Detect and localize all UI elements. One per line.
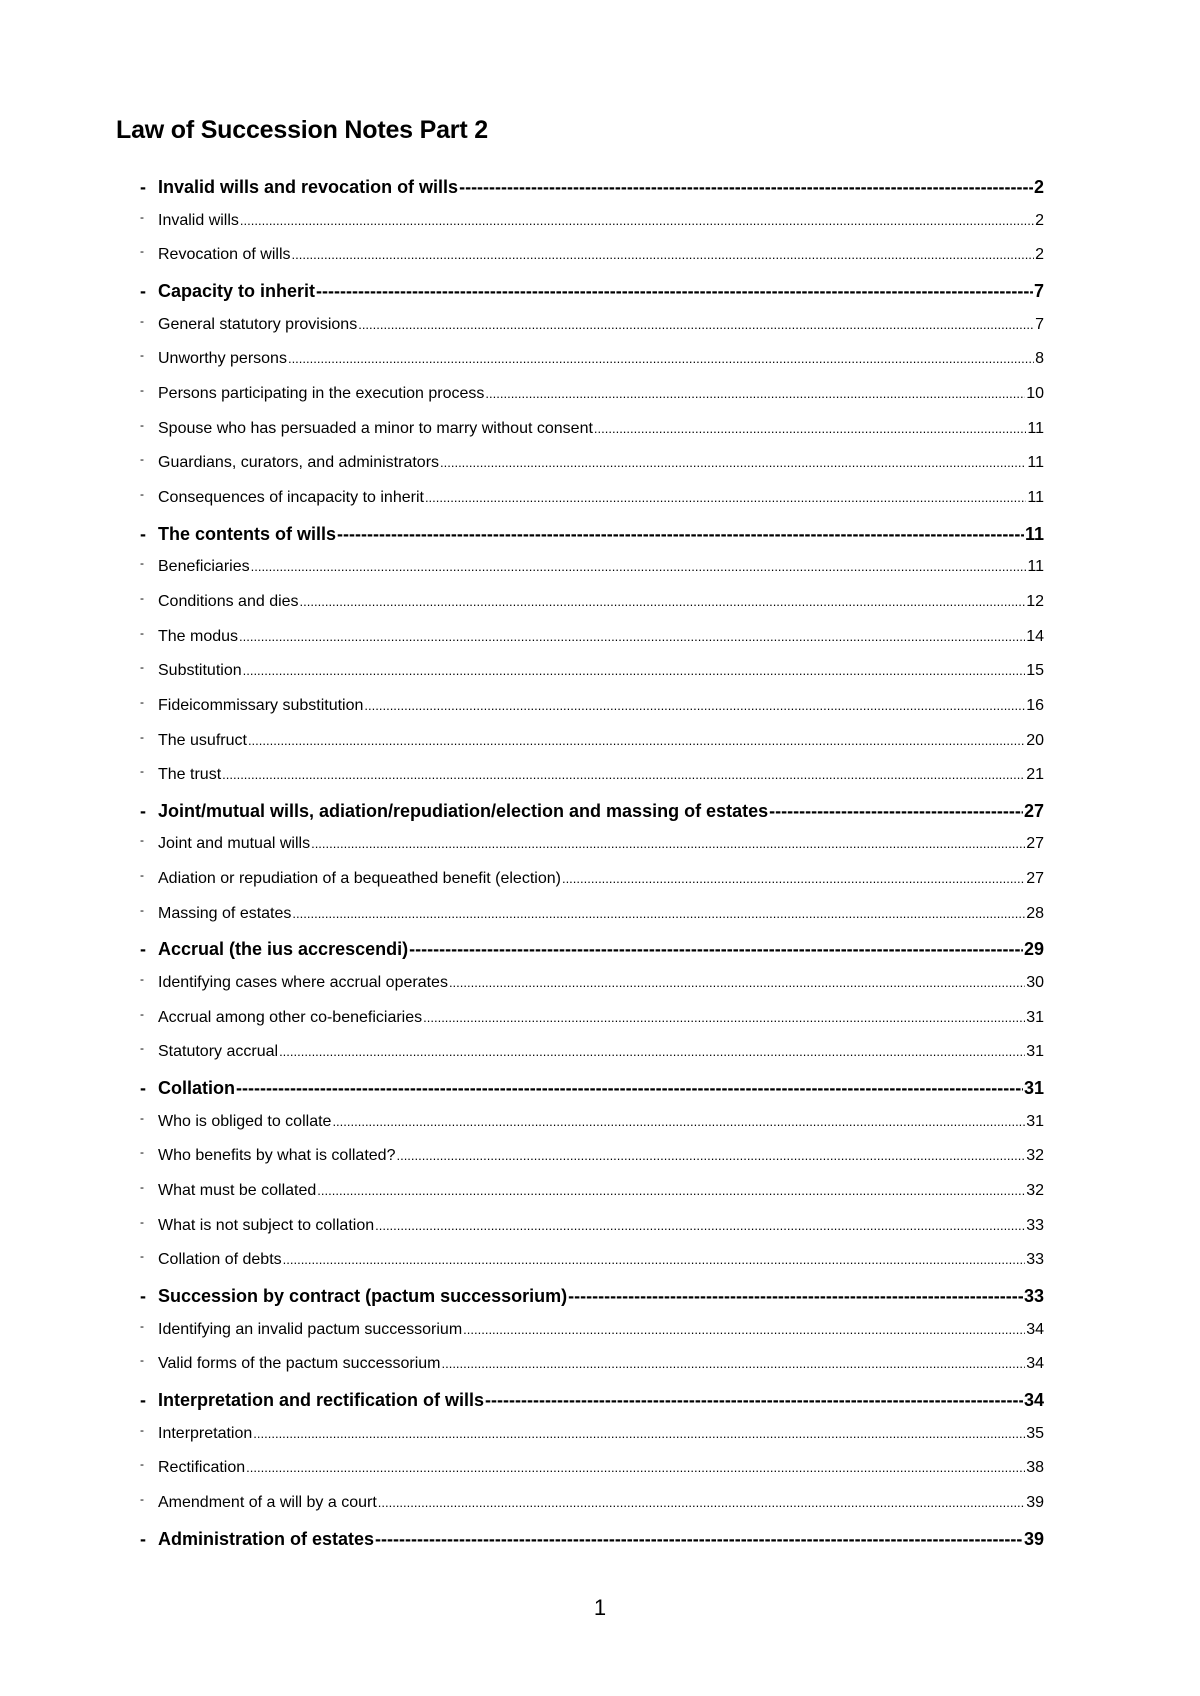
toc-subsection-link[interactable]	[140, 1494, 1044, 1529]
toc-leader	[239, 628, 1025, 646]
toc-subsection-link[interactable]	[140, 870, 1044, 905]
bullet-dash-icon: -	[140, 662, 144, 675]
toc-subsection-link[interactable]	[140, 1425, 1044, 1460]
toc-entry-label: Accrual (the ius accrescendi)	[158, 939, 409, 960]
toc-entry-page: 31	[1023, 1078, 1044, 1099]
toc-entry-page: 33	[1026, 1251, 1044, 1269]
bullet-dash-icon: -	[140, 1493, 144, 1506]
toc-subsection-link[interactable]	[140, 489, 1044, 524]
toc-entry-page: 32	[1026, 1147, 1044, 1165]
toc-leader	[292, 905, 1025, 923]
toc-leader	[463, 1321, 1025, 1339]
toc-entry-label: Who benefits by what is collated?	[158, 1147, 396, 1165]
toc-entry-label: Conditions and dies	[158, 592, 299, 610]
toc-subsection-link[interactable]	[140, 628, 1044, 663]
bullet-dash-icon: -	[140, 731, 144, 744]
toc-leader	[378, 1494, 1025, 1512]
toc-leader	[243, 662, 1026, 680]
toc-entry-page: 2	[1035, 211, 1044, 229]
toc-entry-label: Invalid wills and revocation of wills	[158, 177, 459, 197]
bullet-dash-icon: -	[140, 384, 144, 397]
toc-subsection-link[interactable]	[140, 558, 1044, 593]
bullet-dash-icon: -	[140, 904, 144, 917]
toc-leader	[375, 1217, 1025, 1235]
toc-entry-page: 16	[1026, 696, 1044, 714]
toc-subsection-link[interactable]	[140, 1147, 1044, 1182]
bullet-dash-icon: -	[140, 1216, 144, 1229]
toc-subsection-link[interactable]	[140, 905, 1044, 940]
toc-entry-label: Who is obliged to collate	[158, 1112, 332, 1130]
toc-subsection-link[interactable]	[140, 385, 1044, 420]
toc-entry-label: What must be collated	[158, 1182, 317, 1200]
toc-entry-label: Succession by contract (pactum successorium)	[158, 1286, 568, 1306]
bullet-dash-icon: -	[140, 419, 144, 432]
toc-entry-page: 34	[1023, 1389, 1044, 1410]
toc-entry-label: Statutory accrual	[158, 1043, 279, 1061]
toc-entry-page: 15	[1026, 662, 1044, 680]
toc-entry-label: The modus	[158, 627, 239, 645]
toc-entry-label: Substitution	[158, 662, 242, 680]
toc-leader	[423, 1009, 1025, 1027]
bullet-dash-icon: -	[140, 696, 144, 709]
toc-entry-page: 34	[1026, 1320, 1044, 1338]
toc-subsection-link[interactable]	[140, 316, 1044, 351]
toc-subsection-link[interactable]	[140, 1217, 1044, 1252]
toc-leader	[396, 1147, 1025, 1165]
toc-leader	[562, 870, 1025, 888]
toc-entry-label: Collation of debts	[158, 1251, 282, 1269]
toc-entry-label: Massing of estates	[158, 904, 292, 922]
toc-leader	[485, 1390, 1023, 1411]
toc-leader	[375, 1529, 1023, 1550]
toc-section-link[interactable]	[140, 1390, 1044, 1425]
toc-leader	[236, 1078, 1023, 1099]
bullet-dash-icon: -	[140, 246, 144, 259]
toc-leader	[248, 732, 1025, 750]
toc-section-link[interactable]	[140, 281, 1044, 316]
bullet-dash-icon: -	[140, 523, 146, 544]
bullet-dash-icon: -	[140, 766, 144, 779]
toc-entry-label: Joint and mutual wills	[158, 835, 311, 853]
toc-entry-page: 8	[1035, 350, 1044, 368]
toc-entry-page: 39	[1026, 1493, 1044, 1511]
toc-entry-label: Fideicommissary substitution	[158, 696, 364, 714]
toc-subsection-link[interactable]	[140, 732, 1044, 767]
toc-leader	[311, 835, 1025, 853]
toc-leader	[279, 1043, 1025, 1061]
page-number: 1	[593, 1595, 607, 1620]
bullet-dash-icon: -	[140, 1528, 146, 1549]
toc-leader	[288, 350, 1034, 368]
toc-entry-page: 27	[1026, 835, 1044, 853]
bullet-dash-icon: -	[140, 1043, 144, 1056]
bullet-dash-icon: -	[140, 211, 144, 224]
toc-leader	[222, 766, 1025, 784]
toc-entry-label: Interpretation and rectification of wills	[158, 1389, 485, 1410]
bullet-dash-icon: -	[140, 1459, 144, 1472]
bullet-dash-icon: -	[140, 870, 144, 883]
bullet-dash-icon: -	[140, 177, 146, 197]
bullet-dash-icon: -	[140, 558, 144, 571]
toc-leader	[364, 697, 1025, 715]
table-of-contents	[140, 177, 1044, 1563]
toc-section-link[interactable]	[140, 1078, 1044, 1113]
page-title: Law of Succession Notes Part 2	[116, 116, 488, 144]
toc-entry-label: Amendment of a will by a court	[158, 1493, 377, 1511]
toc-entry-page: 33	[1023, 1286, 1044, 1306]
toc-entry-page: 11	[1027, 488, 1044, 506]
toc-entry-page: 11	[1027, 419, 1044, 437]
bullet-dash-icon: -	[140, 1182, 144, 1195]
toc-subsection-link[interactable]	[140, 662, 1044, 697]
toc-leader	[316, 281, 1033, 302]
toc-leader	[449, 974, 1025, 992]
bullet-dash-icon: -	[140, 592, 144, 605]
toc-subsection-link[interactable]	[140, 974, 1044, 1009]
toc-entry-label: Spouse who has persuaded a minor to marry without consent	[158, 419, 593, 437]
toc-entry-label: Guardians, curators, and administrators	[158, 454, 440, 472]
toc-entry-page: 39	[1023, 1528, 1044, 1549]
bullet-dash-icon: -	[140, 350, 144, 363]
toc-entry-page: 7	[1035, 315, 1044, 333]
toc-section-link[interactable]	[140, 801, 1044, 836]
bullet-dash-icon: -	[140, 488, 144, 501]
bullet-dash-icon: -	[140, 1147, 144, 1160]
toc-leader	[292, 246, 1035, 264]
toc-subsection-link[interactable]	[140, 1459, 1044, 1494]
toc-entry-label: Invalid wills	[158, 211, 239, 229]
bullet-dash-icon: -	[140, 1320, 144, 1333]
toc-leader	[409, 939, 1023, 960]
toc-subsection-link[interactable]	[140, 350, 1044, 385]
bullet-dash-icon: -	[140, 974, 144, 987]
toc-entry-label: The contents of wills	[158, 523, 337, 544]
toc-entry-page: 11	[1027, 454, 1044, 472]
bullet-dash-icon: -	[140, 1112, 144, 1125]
bullet-dash-icon: -	[140, 1078, 146, 1099]
toc-entry-label: Interpretation	[158, 1424, 253, 1442]
toc-entry-label: Identifying an invalid pactum successorium	[158, 1320, 463, 1338]
toc-entry-page: 2	[1033, 177, 1044, 197]
toc-subsection-link[interactable]	[140, 1251, 1044, 1286]
toc-leader	[769, 801, 1023, 822]
bullet-dash-icon: -	[140, 315, 144, 328]
toc-entry-page: 32	[1026, 1182, 1044, 1200]
toc-entry-page: 34	[1026, 1355, 1044, 1373]
toc-entry-label: Valid forms of the pactum successorium	[158, 1355, 441, 1373]
toc-leader	[240, 212, 1034, 230]
toc-subsection-link[interactable]	[140, 212, 1044, 247]
toc-entry-page: 11	[1024, 523, 1044, 544]
toc-leader	[283, 1251, 1026, 1269]
toc-entry-page: 2	[1035, 246, 1044, 264]
toc-entry-label: Collation	[158, 1078, 235, 1099]
bullet-dash-icon: -	[140, 835, 144, 848]
toc-subsection-link[interactable]	[140, 1321, 1044, 1356]
toc-entry-label: The usufruct	[158, 731, 247, 749]
bullet-dash-icon: -	[140, 1286, 146, 1306]
toc-entry-page: 21	[1026, 766, 1044, 784]
toc-entry-page: 30	[1026, 974, 1044, 992]
toc-section-link[interactable]	[140, 177, 1044, 212]
bullet-dash-icon: -	[140, 1251, 144, 1264]
toc-entry-label: Accrual among other co-beneficiaries	[158, 1008, 423, 1026]
toc-entry-page: 29	[1023, 939, 1044, 960]
toc-leader	[441, 1355, 1025, 1373]
bullet-dash-icon: -	[140, 939, 146, 960]
toc-subsection-link[interactable]	[140, 246, 1044, 281]
toc-entry-page: 33	[1026, 1216, 1044, 1234]
toc-subsection-link[interactable]	[140, 1182, 1044, 1217]
toc-entry-page: 11	[1027, 558, 1044, 576]
toc-entry-page: 14	[1026, 627, 1044, 645]
bullet-dash-icon: -	[140, 1008, 144, 1021]
toc-subsection-link[interactable]	[140, 766, 1044, 801]
toc-leader	[246, 1459, 1025, 1477]
toc-leader	[300, 593, 1026, 611]
toc-leader	[337, 524, 1024, 545]
toc-section-link[interactable]	[140, 1286, 1044, 1321]
bullet-dash-icon: -	[140, 800, 146, 821]
toc-entry-label: Adiation or repudiation of a bequeathed benefit (election)	[158, 870, 561, 888]
toc-entry-label: Administration of estates	[158, 1528, 375, 1549]
toc-entry-label: Capacity to inherit	[158, 280, 316, 301]
bullet-dash-icon: -	[140, 454, 144, 467]
toc-entry-page: 31	[1026, 1043, 1044, 1061]
toc-subsection-link[interactable]	[140, 1113, 1044, 1148]
toc-leader	[425, 489, 1026, 507]
bullet-dash-icon: -	[140, 627, 144, 640]
toc-leader	[485, 385, 1025, 403]
toc-entry-page: 10	[1026, 384, 1044, 402]
bullet-dash-icon: -	[140, 1424, 144, 1437]
toc-leader	[253, 1425, 1025, 1443]
toc-section-link[interactable]	[140, 1529, 1044, 1564]
toc-subsection-link[interactable]	[140, 1009, 1044, 1044]
toc-entry-page: 31	[1026, 1008, 1044, 1026]
bullet-dash-icon: -	[140, 1355, 144, 1368]
bullet-dash-icon: -	[140, 1389, 146, 1410]
toc-entry-page: 12	[1026, 592, 1044, 610]
toc-subsection-link[interactable]	[140, 593, 1044, 628]
toc-entry-page: 27	[1023, 800, 1044, 821]
toc-leader	[568, 1286, 1023, 1307]
toc-entry-label: Persons participating in the execution process	[158, 384, 485, 402]
toc-subsection-link[interactable]	[140, 420, 1044, 455]
toc-entry-label: General statutory provisions	[158, 315, 358, 333]
bullet-dash-icon: -	[140, 280, 146, 301]
toc-subsection-link[interactable]	[140, 697, 1044, 732]
toc-entry-page: 27	[1026, 870, 1044, 888]
toc-entry-label: What is not subject to collation	[158, 1216, 375, 1234]
toc-section-link[interactable]	[140, 939, 1044, 974]
toc-subsection-link[interactable]	[140, 1355, 1044, 1390]
toc-entry-label: Identifying cases where accrual operates	[158, 974, 448, 992]
toc-subsection-link[interactable]	[140, 1043, 1044, 1078]
toc-leader	[459, 177, 1033, 198]
toc-entry-label: Unworthy persons	[158, 350, 287, 368]
toc-entry-page: 7	[1033, 280, 1044, 301]
toc-entry-page: 31	[1026, 1112, 1044, 1130]
toc-entry-label: Joint/mutual wills, adiation/repudiation/election and massing of estates	[158, 800, 769, 821]
toc-entry-label: Beneficiaries	[158, 558, 250, 576]
toc-entry-label: Revocation of wills	[158, 246, 291, 264]
toc-leader	[594, 420, 1026, 438]
toc-entry-page: 28	[1026, 904, 1044, 922]
toc-leader	[358, 316, 1034, 334]
toc-entry-page: 20	[1026, 731, 1044, 749]
toc-leader	[440, 454, 1026, 472]
toc-subsection-link[interactable]	[140, 454, 1044, 489]
toc-entry-label: Consequences of incapacity to inherit	[158, 488, 424, 506]
toc-leader	[251, 558, 1027, 576]
toc-entry-page: 38	[1026, 1459, 1044, 1477]
toc-leader	[317, 1182, 1025, 1200]
toc-section-link[interactable]	[140, 524, 1044, 559]
toc-entry-label: The trust	[158, 766, 222, 784]
toc-entry-label: Rectification	[158, 1459, 246, 1477]
toc-subsection-link[interactable]	[140, 835, 1044, 870]
toc-leader	[332, 1113, 1025, 1131]
toc-entry-page: 35	[1026, 1424, 1044, 1442]
